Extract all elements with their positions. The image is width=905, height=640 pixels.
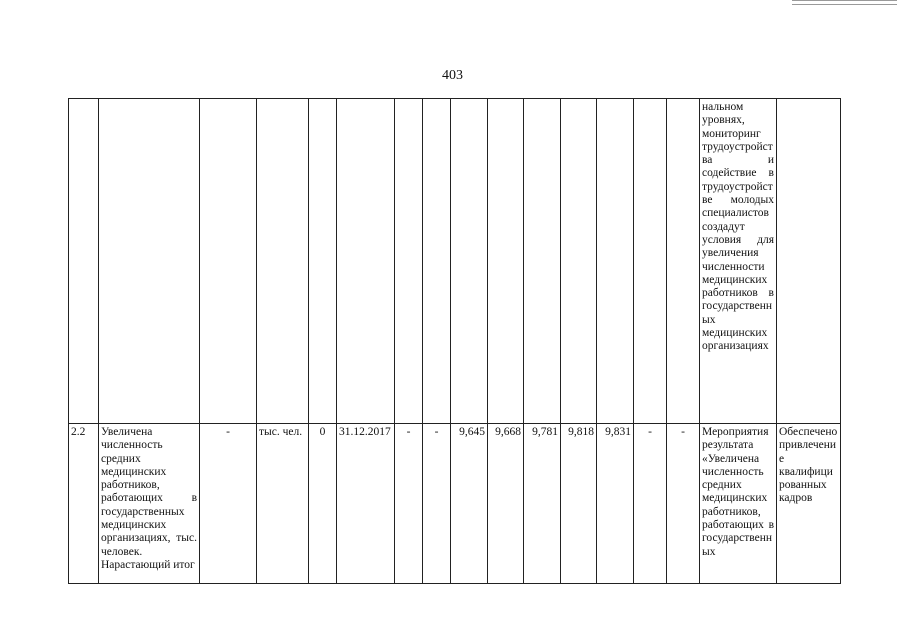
cell-2018 bbox=[395, 99, 423, 424]
table-row bbox=[69, 424, 841, 584]
table-row-continuation bbox=[69, 99, 841, 424]
cell-base-date: 31.12.2017 bbox=[337, 424, 395, 584]
cell-unit: тыс. чел. bbox=[257, 424, 309, 584]
cell-type: - bbox=[200, 424, 257, 584]
cell-2026 bbox=[667, 99, 700, 424]
cell-2023: 9,818 bbox=[561, 424, 597, 584]
cell-indicator bbox=[99, 99, 200, 424]
cell-type bbox=[200, 99, 257, 424]
cell-2021 bbox=[488, 99, 524, 424]
cell-2022: 9,781 bbox=[524, 424, 561, 584]
cell-2021: 9,668 bbox=[488, 424, 524, 584]
cell-base-value bbox=[309, 99, 337, 424]
cell-base-date bbox=[337, 99, 395, 424]
cell-result-text: нальном уровнях, мониторинг трудоустройства и содействие в трудоустройстве молодых специалистов создадут условия для увеличения численности медицинских работников в государственных медицинских организациях bbox=[700, 99, 777, 424]
cell-2024 bbox=[597, 99, 634, 424]
cell-unit bbox=[257, 99, 309, 424]
cell-2025 bbox=[634, 99, 667, 424]
cell-2020: 9,645 bbox=[451, 424, 488, 584]
cell-2023 bbox=[561, 99, 597, 424]
cell-2022 bbox=[524, 99, 561, 424]
cell-2018: - bbox=[395, 424, 423, 584]
cell-2026: - bbox=[667, 424, 700, 584]
data-table bbox=[68, 98, 841, 584]
cell-2019: - bbox=[423, 424, 451, 584]
cell-indicator: Увеличена численность средних медицинских работников, работающих в государственных медицинских организациях, тыс. человек. Нарастающий итог bbox=[99, 424, 200, 584]
cell-2024: 9,831 bbox=[597, 424, 634, 584]
cell-2025: - bbox=[634, 424, 667, 584]
cell-result-text: Мероприятия результата «Увеличена численность средних медицинских работников, работающих в государственных bbox=[700, 424, 777, 584]
cell-2020 bbox=[451, 99, 488, 424]
cell-2019 bbox=[423, 99, 451, 424]
cell-effect bbox=[777, 99, 841, 424]
cell-index bbox=[69, 99, 99, 424]
corner-rule bbox=[792, 0, 897, 5]
cell-index: 2.2 bbox=[69, 424, 99, 584]
page-number: 403 bbox=[442, 68, 463, 83]
cell-base-value: 0 bbox=[309, 424, 337, 584]
cell-effect: Обеспечено привлечение квалифицированных кадров bbox=[777, 424, 841, 584]
